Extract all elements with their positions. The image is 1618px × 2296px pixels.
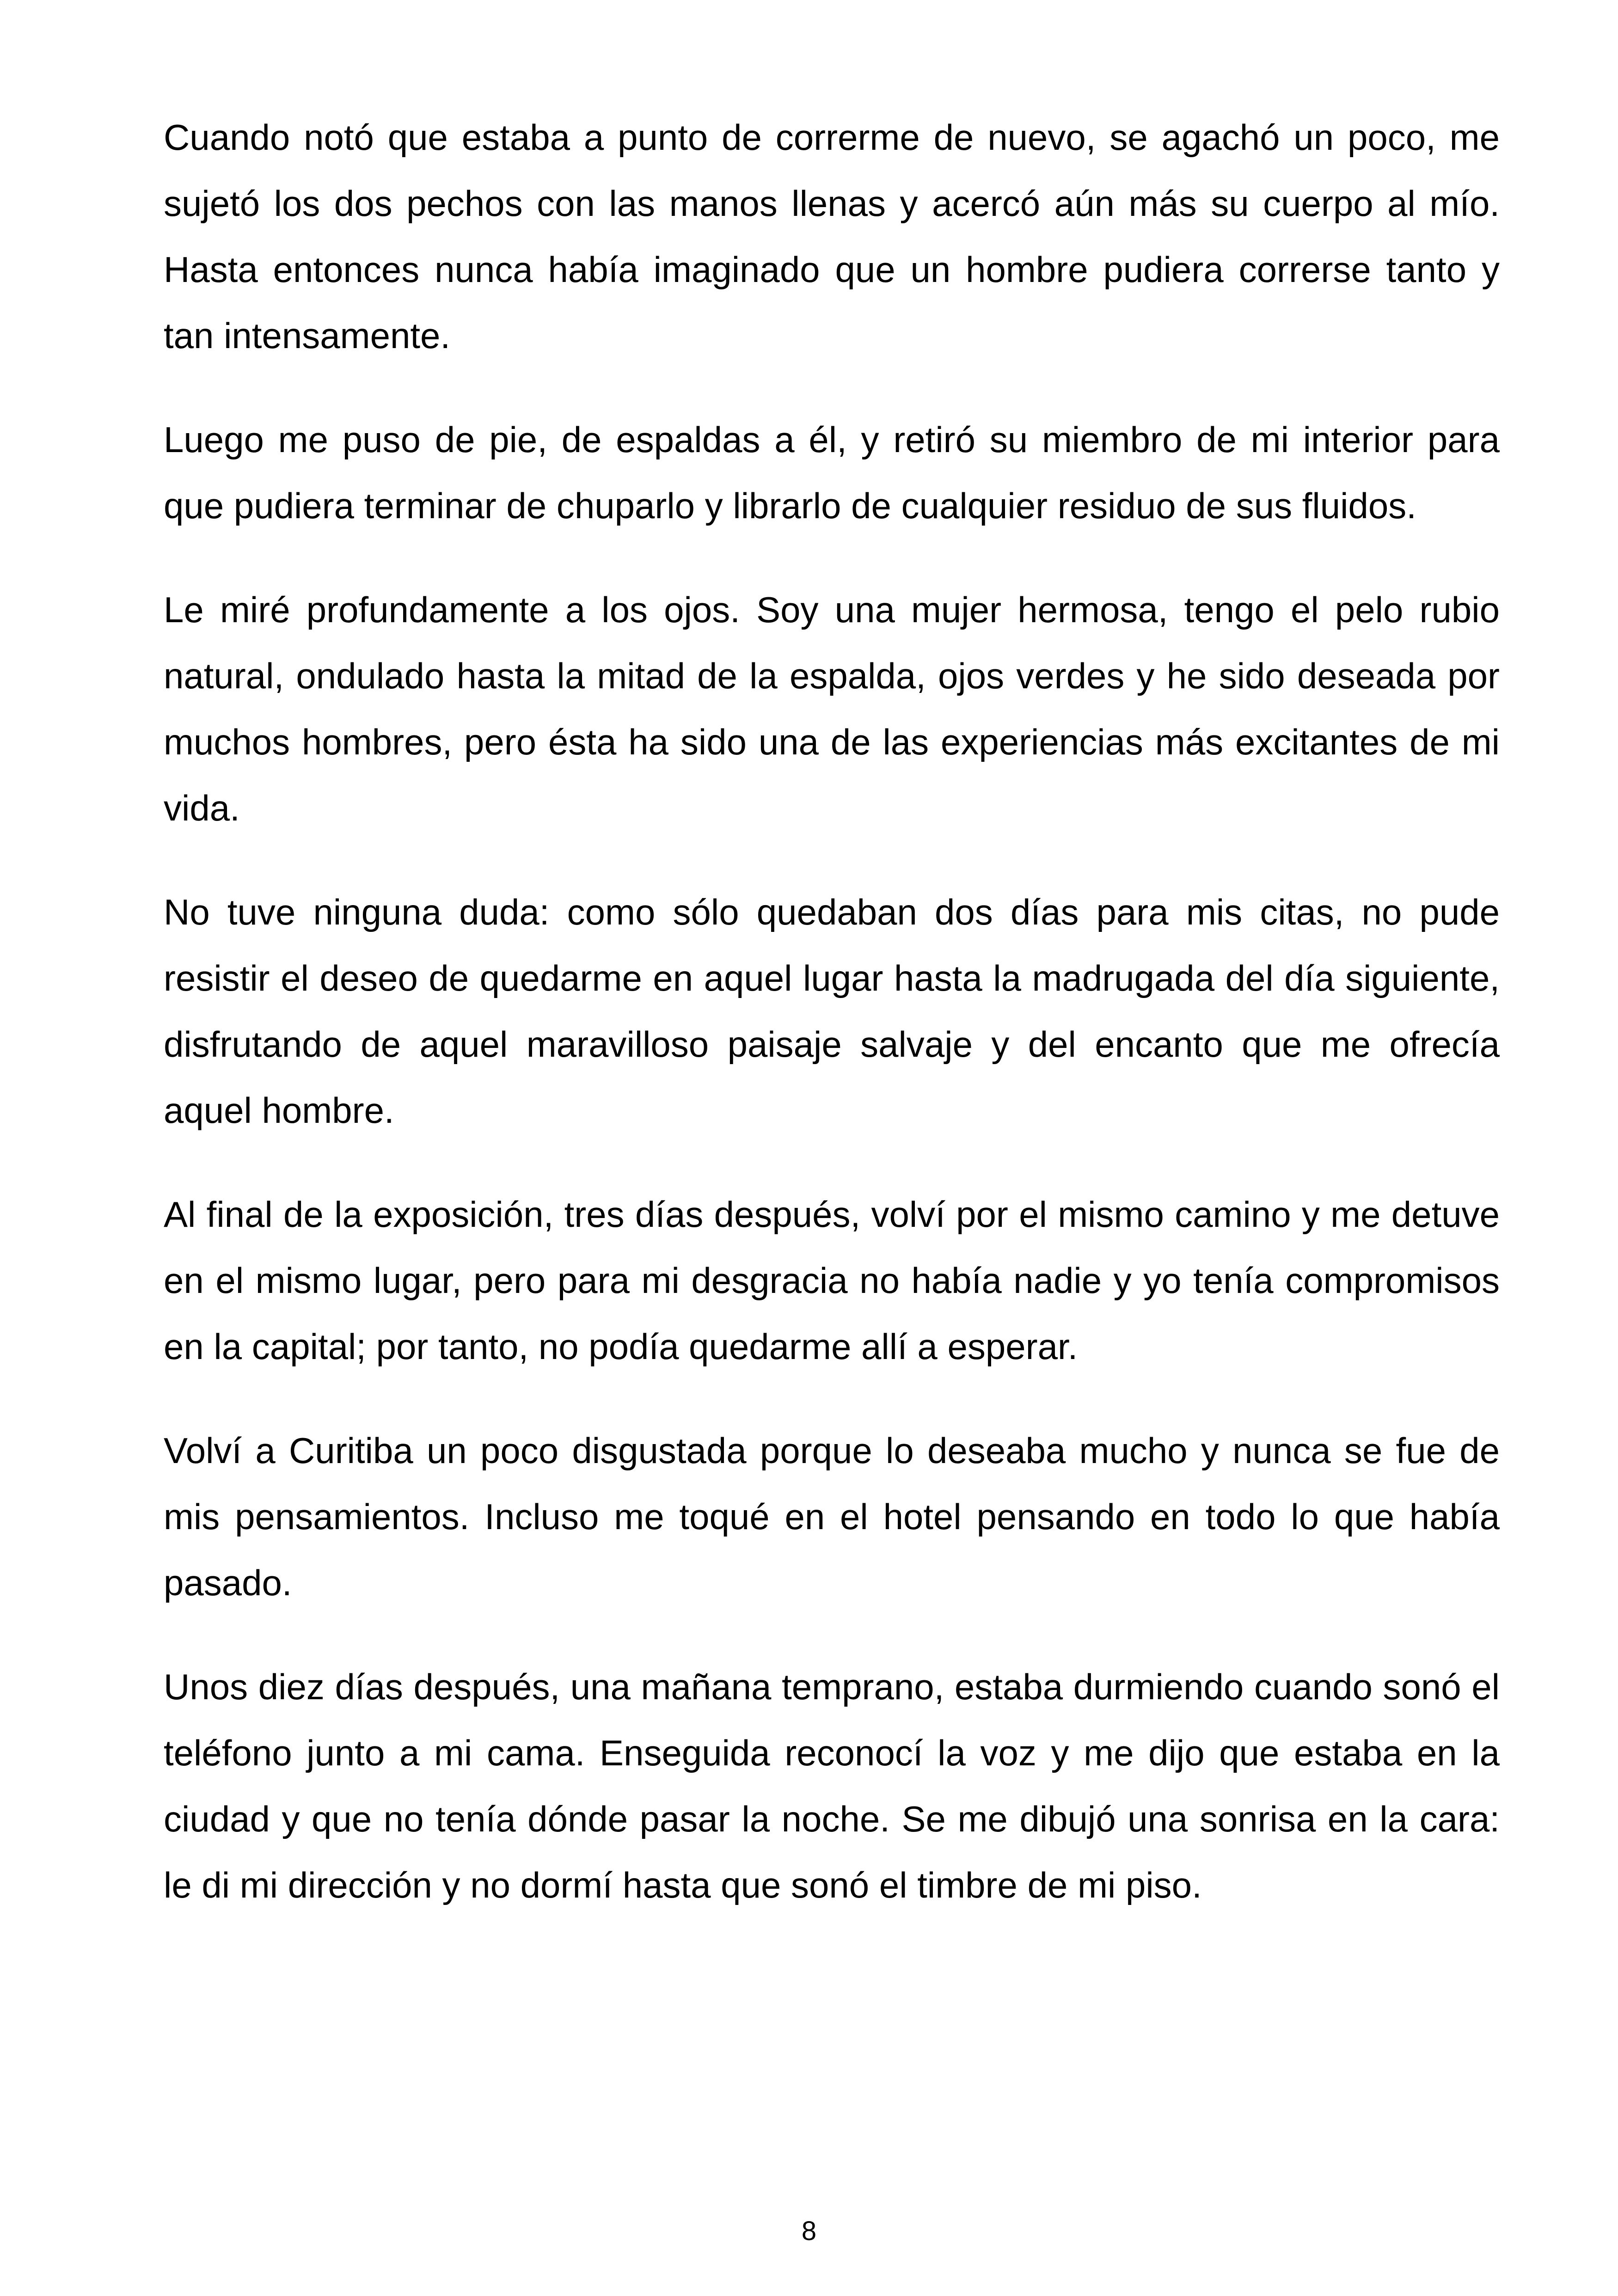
paragraph: Cuando notó que estaba a punto de correrme de nuevo, se agachó un poco, me sujetó los dos pechos con las manos llenas y acercó aún más su cuerpo al mío. Hasta entonces nunca había imaginado que un hombre pudiera correrse tanto y tan intensamente. [164,117,1500,356]
paragraph: Al final de la exposición, tres días después, volví por el mismo camino y me detuve en el mismo lugar, pero para mi desgracia no había nadie y yo tenía compromisos en la capital; por tanto, no podía quedarme allí a esperar. [164,1194,1500,1367]
body-text [164,104,1500,1956]
page-number: 8 [801,2216,817,2246]
paragraph: No tuve ninguna duda: como sólo quedaban dos días para mis citas, no pude resistir el deseo de quedarme en aquel lugar hasta la madrugada del día siguiente, disfrutando de aquel maravilloso paisaje salvaje y del encanto que me ofrecía aquel hombre. [164,892,1500,1131]
paragraph: Unos diez días después, una mañana temprano, estaba durmiendo cuando sonó el teléfono junto a mi cama. Enseguida reconocí la voz y me dijo que estaba en la ciudad y que no tenía dónde pasar la noche. Se me dibujó una sonrisa en la cara: le di mi dirección y no dormí hasta que sonó el timbre de mi piso. [164,1666,1500,1905]
paragraph: Luego me puso de pie, de espaldas a él, y retiró su miembro de mi interior para que pudiera terminar de chuparlo y librarlo de cualquier residuo de sus fluidos. [164,419,1500,526]
paragraph: Le miré profundamente a los ojos. Soy una mujer hermosa, tengo el pelo rubio natural, ondulado hasta la mitad de la espalda, ojos verdes y he sido deseada por muchos hombres, pero ésta ha sido una de las experiencias más excitantes de mi vida. [164,589,1500,828]
paragraph: Volví a Curitiba un poco disgustada porque lo deseaba mucho y nunca se fue de mis pensamientos. Incluso me toqué en el hotel pensando en todo lo que había pasado. [164,1430,1500,1603]
